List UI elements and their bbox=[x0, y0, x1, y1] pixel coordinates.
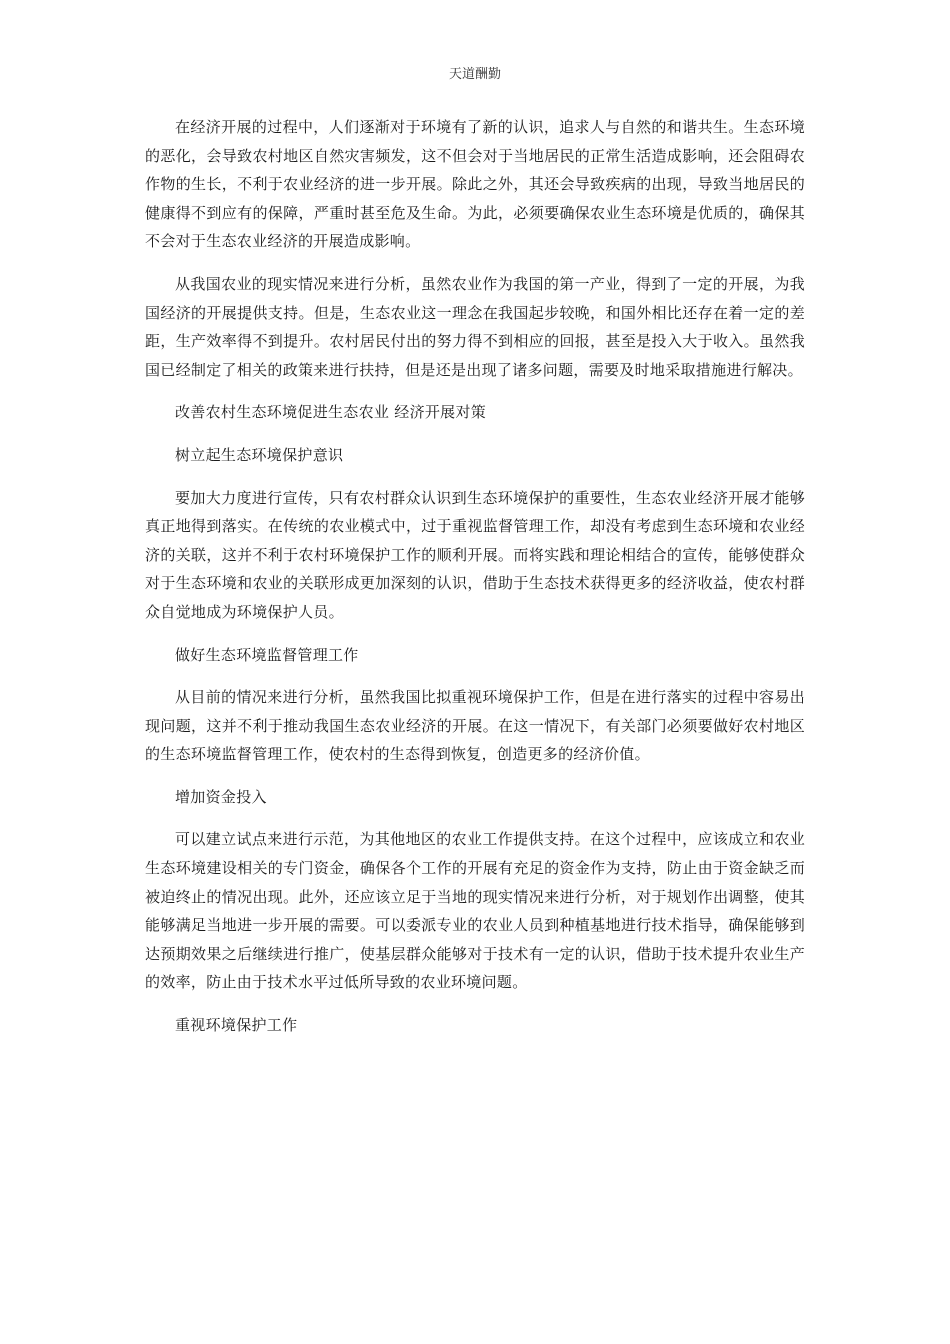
page-header: 天道酬勤 bbox=[448, 67, 501, 82]
section-heading: 改善农村生态环境促进生态农业 经济开展对策 bbox=[175, 403, 487, 422]
subsection-heading: 做好生态环境监督管理工作 bbox=[175, 645, 359, 664]
document-body bbox=[145, 113, 805, 1054]
paragraph: 从目前的情况来进行分析，虽然我国比拟重视环境保护工作，但是在进行落实的过程中容易出现问题，这并不利于推动我国生态农业经济的开展。在这一情况下，有关部门必须要做好农村地区的生态环境监督管理工作，使农村的生态得到恢复，创造更多的经济价值。 bbox=[145, 688, 805, 764]
paragraph: 在经济开展的过程中，人们逐渐对于环境有了新的认识，追求人与自然的和谐共生。生态环境的恶化，会导致农村地区自然灾害频发，这不但会对于当地居民的正常生活造成影响，还会阻碍农作物的生长，不利于农业经济的进一步开展。除此之外，其还会导致疾病的出现，导致当地居民的健康得不到应有的保障，严重时甚至危及生命。为此，必须要确保农业生态环境是优质的，确保其不会对于生态农业经济的开展造成影响。 bbox=[145, 118, 805, 251]
subsection-heading: 增加资金投入 bbox=[175, 787, 267, 806]
paragraph: 从我国农业的现实情况来进行分析，虽然农业作为我国的第一产业，得到了一定的开展，为我国经济的开展提供支持。但是，生态农业这一理念在我国起步较晚，和国外相比还存在着一定的差距，生产效率得不到提升。农村居民付出的努力得不到相应的回报，甚至是投入大于收入。虽然我国已经制定了相关的政策来进行扶持，但是还是出现了诸多问题，需要及时地采取措施进行解决。 bbox=[145, 274, 805, 379]
subsection-heading: 树立起生态环境保护意识 bbox=[175, 445, 344, 464]
paragraph: 可以建立试点来进行示范，为其他地区的农业工作提供支持。在这个过程中，应该成立和农业生态环境建设相关的专门资金，确保各个工作的开展有充足的资金作为支持，防止由于资金缺乏而被迫终止的情况出现。此外，还应该立足于当地的现实情况来进行分析，对于规划作出调整，使其能够满足当地进一步开展的需要。可以委派专业的农业人员到种植基地进行技术指导，确保能够到达预期效果之后继续进行推广，使基层群众能够对于技术有一定的认识，借助于技术提升农业生产的效率，防止由于技术水平过低所导致的农业环境问题。 bbox=[145, 830, 805, 992]
subsection-heading: 重视环境保护工作 bbox=[175, 1016, 298, 1035]
paragraph: 要加大力度进行宣传，只有农村群众认识到生态环境保护的重要性，生态农业经济开展才能够真正地得到落实。在传统的农业模式中，过于重视监督管理工作，却没有考虑到生态环境和农业经济的关联，这并不利于农村环境保护工作的顺利开展。而将实践和理论相结合的宣传，能够使群众对于生态环境和农业的关联形成更加深刻的认识，借助于生态技术获得更多的经济收益，使农村群众自觉地成为环境保护人员。 bbox=[145, 488, 805, 621]
